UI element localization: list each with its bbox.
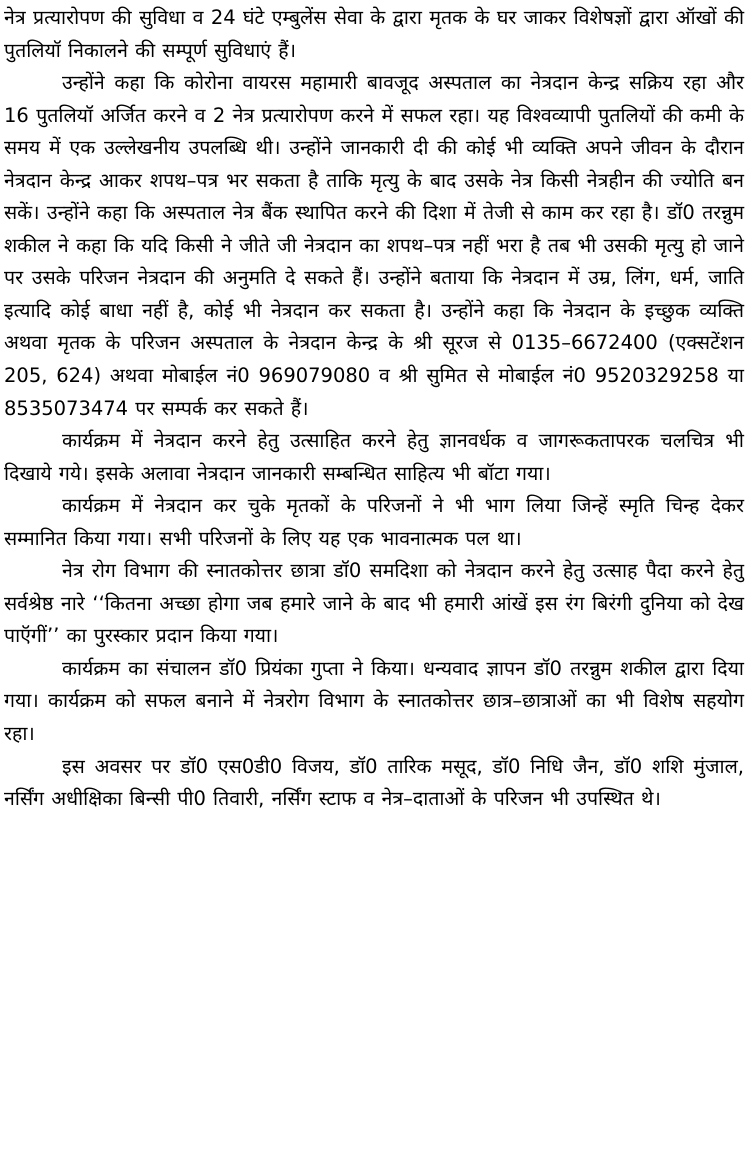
paragraph-facilities: नेत्र प्रत्यारोपण की सुविधा व 24 घंटे एम्बुलेंस सेवा के द्वारा मृतक के घर जाकर विशेषज्ञों द्वारा ऑखों की पुतलियॉ निकालने की सम्पूर्ण सुविधाएं हैं। (4, 6, 744, 62)
paragraph-attendees: इस अवसर पर डॉ0 एस0डी0 विजय, डॉ0 तारिक मसूद, डॉ0 निधि जैन, डॉ0 शशि मुंजाल, नर्सिंग अधीक्षिका बिन्सी पी0 तिवारी, नर्सिंग स्टाफ व नेत्र–दाताओं के परिजन भी उपस्थित थे। (4, 754, 744, 811)
paragraph-awareness-film: कार्यक्रम में नेत्रदान करने हेतु उत्साहित करने हेतु ज्ञानवर्धक व जागरूकतापरक चलचित्र भी दिखाये गये। इसके अलावा नेत्रदान जानकारी सम्बन्धित साहित्य भी बॉटा गया। (4, 429, 744, 485)
paragraph-donor-families: कार्यक्रम में नेत्रदान कर चुके मृतकों के परिजनों ने भी भाग लिया जिन्हें स्मृति चिन्ह देकर सम्मानित किया गया। सभी परिजनों के लिए यह एक भावनात्मक पल था। (4, 494, 744, 550)
paragraph-eye-bank-statement: उन्होंने कहा कि कोरोना वायरस महामारी बावजूद अस्पताल का नेत्रदान केन्द्र सक्रिय रहा और 16 पुतलियॉ अर्जित करने व 2 नेत्र प्रत्यारोपण करने में सफल रहा। यह विश्वव्यापी पुतलियों की कमी के समय में एक उल्लेखनीय उपलब्धि थी। उन्होंने जानकारी दी की कोई भी व्यक्ति अपने जीवन के दौरान नेत्रदान केन्द्र आकर शपथ–पत्र भर सकता है ताकि मृत्यु के बाद उसके नेत्र किसी नेत्रहीन की ज्योति बन सकें। उन्होंने कहा कि अस्पताल नेत्र बैंक स्थापित करने की दिशा में तेजी से काम कर रहा है। डॉ0 तरन्नुम शकील ने कहा कि यदि किसी ने जीते जी नेत्रदान का शपथ–पत्र नहीं भरा है तब भी उसकी मृत्यु हो जाने पर उसके परिजन नेत्रदान की अनुमति दे सकते हैं। उन्होंने बताया कि नेत्रदान में उम्र, लिंग, धर्म, जाति इत्यादि कोई बाधा नहीं है, कोई भी नेत्रदान कर सकता है। उन्होंने कहा कि नेत्रदान के इच्छुक व्यक्ति अथवा मृतक के परिजन अस्पताल के नेत्रदान केन्द्र के श्री सूरज से 0135–6672400 (एक्सटेंशन 205, 624) अथवा मोबाईल नं0 969079080 व श्री सुमित से मोबाईल नं0 9520329258 या 8535073474 पर सम्पर्क कर सकते हैं। (4, 71, 744, 420)
paragraph-vote-of-thanks: कार्यक्रम का संचालन डॉ0 प्रियंका गुप्ता ने किया। धन्यवाद ज्ञापन डॉ0 तरन्नुम शकील द्वारा दिया गया। कार्यक्रम को सफल बनाने में नेत्ररोग विभाग के स्नातकोत्तर छात्र–छात्राओं का भी विशेष सहयोग रहा। (4, 656, 744, 746)
paragraph-slogan-award: नेत्र रोग विभाग की स्नातकोत्तर छात्रा डॉ0 समदिशा को नेत्रदान करने हेतु उत्साह पैदा करने हेतु सर्वश्रेष्ठ नारे ‘‘कितना अच्छा होगा जब हमारे जाने के बाद भी हमारी आंखें इस रंग बिरंगी दुनिया को देख पाऍगीं’’ का पुरस्कार प्रदान किया गया। (4, 559, 744, 648)
